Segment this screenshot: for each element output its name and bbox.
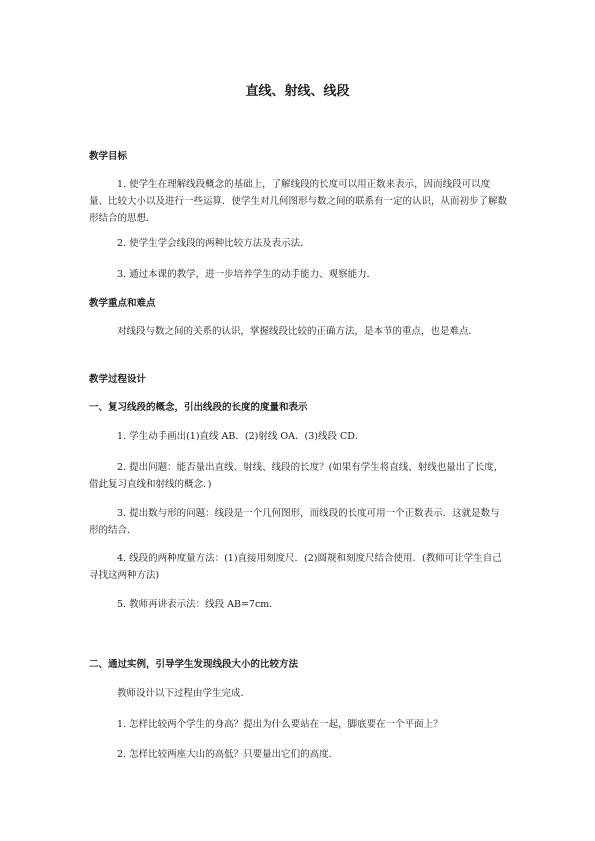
objective-paragraph-2: 2. 使学生学会线段的两种比较方法及表示法．	[117, 238, 310, 249]
process-paragraph-8: 2. 怎样比较两座大山的高低？只要量出它们的高度．	[117, 749, 339, 760]
section-heading-process: 教学过程设计	[89, 374, 147, 385]
process-paragraph-1: 1. 学生动手画出(1)直线 AB．(2)射线 OA．(3)线段 CD．	[117, 431, 365, 442]
process-paragraph-6: 教师设计以下过程由学生完成．	[117, 688, 251, 699]
objective-paragraph-1: 1. 使学生在理解线段概念的基础上，了解线段的长度可以用正数来表示，因而线段可以度量、比较大小以及进行一些运算．使学生对几何图形与数之间的联系有一定的认识，从而初步了解数形结合的思想．	[89, 179, 508, 224]
key-points-paragraph: 对线段与数之间的关系的认识，掌握线段比较的正确方法，是本节的重点，也是难点．	[117, 326, 479, 337]
process-paragraph-3: 3. 提出数与形的问题：线段是一个几何图形，而线段的长度可用一个正数表示．这就是数与形的结合．	[89, 508, 500, 536]
section-heading-key-points: 教学重点和难点	[89, 298, 156, 309]
process-paragraph-4: 4. 线段的两种度量方法：(1)直接用刻度尺．(2)圆规和刻度尺结合使用．(教师可让学生自己寻找这两种方法)	[89, 553, 502, 581]
document-title: 直线、射线、线段	[245, 84, 350, 99]
process-paragraph-5: 5. 教师再讲表示法：线段 AB=7cm．	[117, 599, 279, 610]
subsection-heading-1: 一、复习线段的概念，引出线段的长度的度量和表示	[89, 402, 308, 413]
subsection-heading-2: 二、通过实例，引导学生发现线段大小的比较方法	[89, 659, 299, 670]
process-paragraph-7: 1. 怎样比较两个学生的身高？提出为什么要站在一起，脚底要在一个平面上？	[117, 719, 443, 730]
section-heading-objectives: 教学目标	[89, 151, 128, 162]
objective-paragraph-3: 3. 通过本课的教学，进一步培养学生的动手能力、观察能力．	[117, 269, 377, 280]
process-paragraph-2: 2. 提出问题：能否量出直线、射线、线段的长度？(如果有学生将直线、射线也量出了长度，借此复习直线和射线的概念．)	[89, 462, 504, 490]
